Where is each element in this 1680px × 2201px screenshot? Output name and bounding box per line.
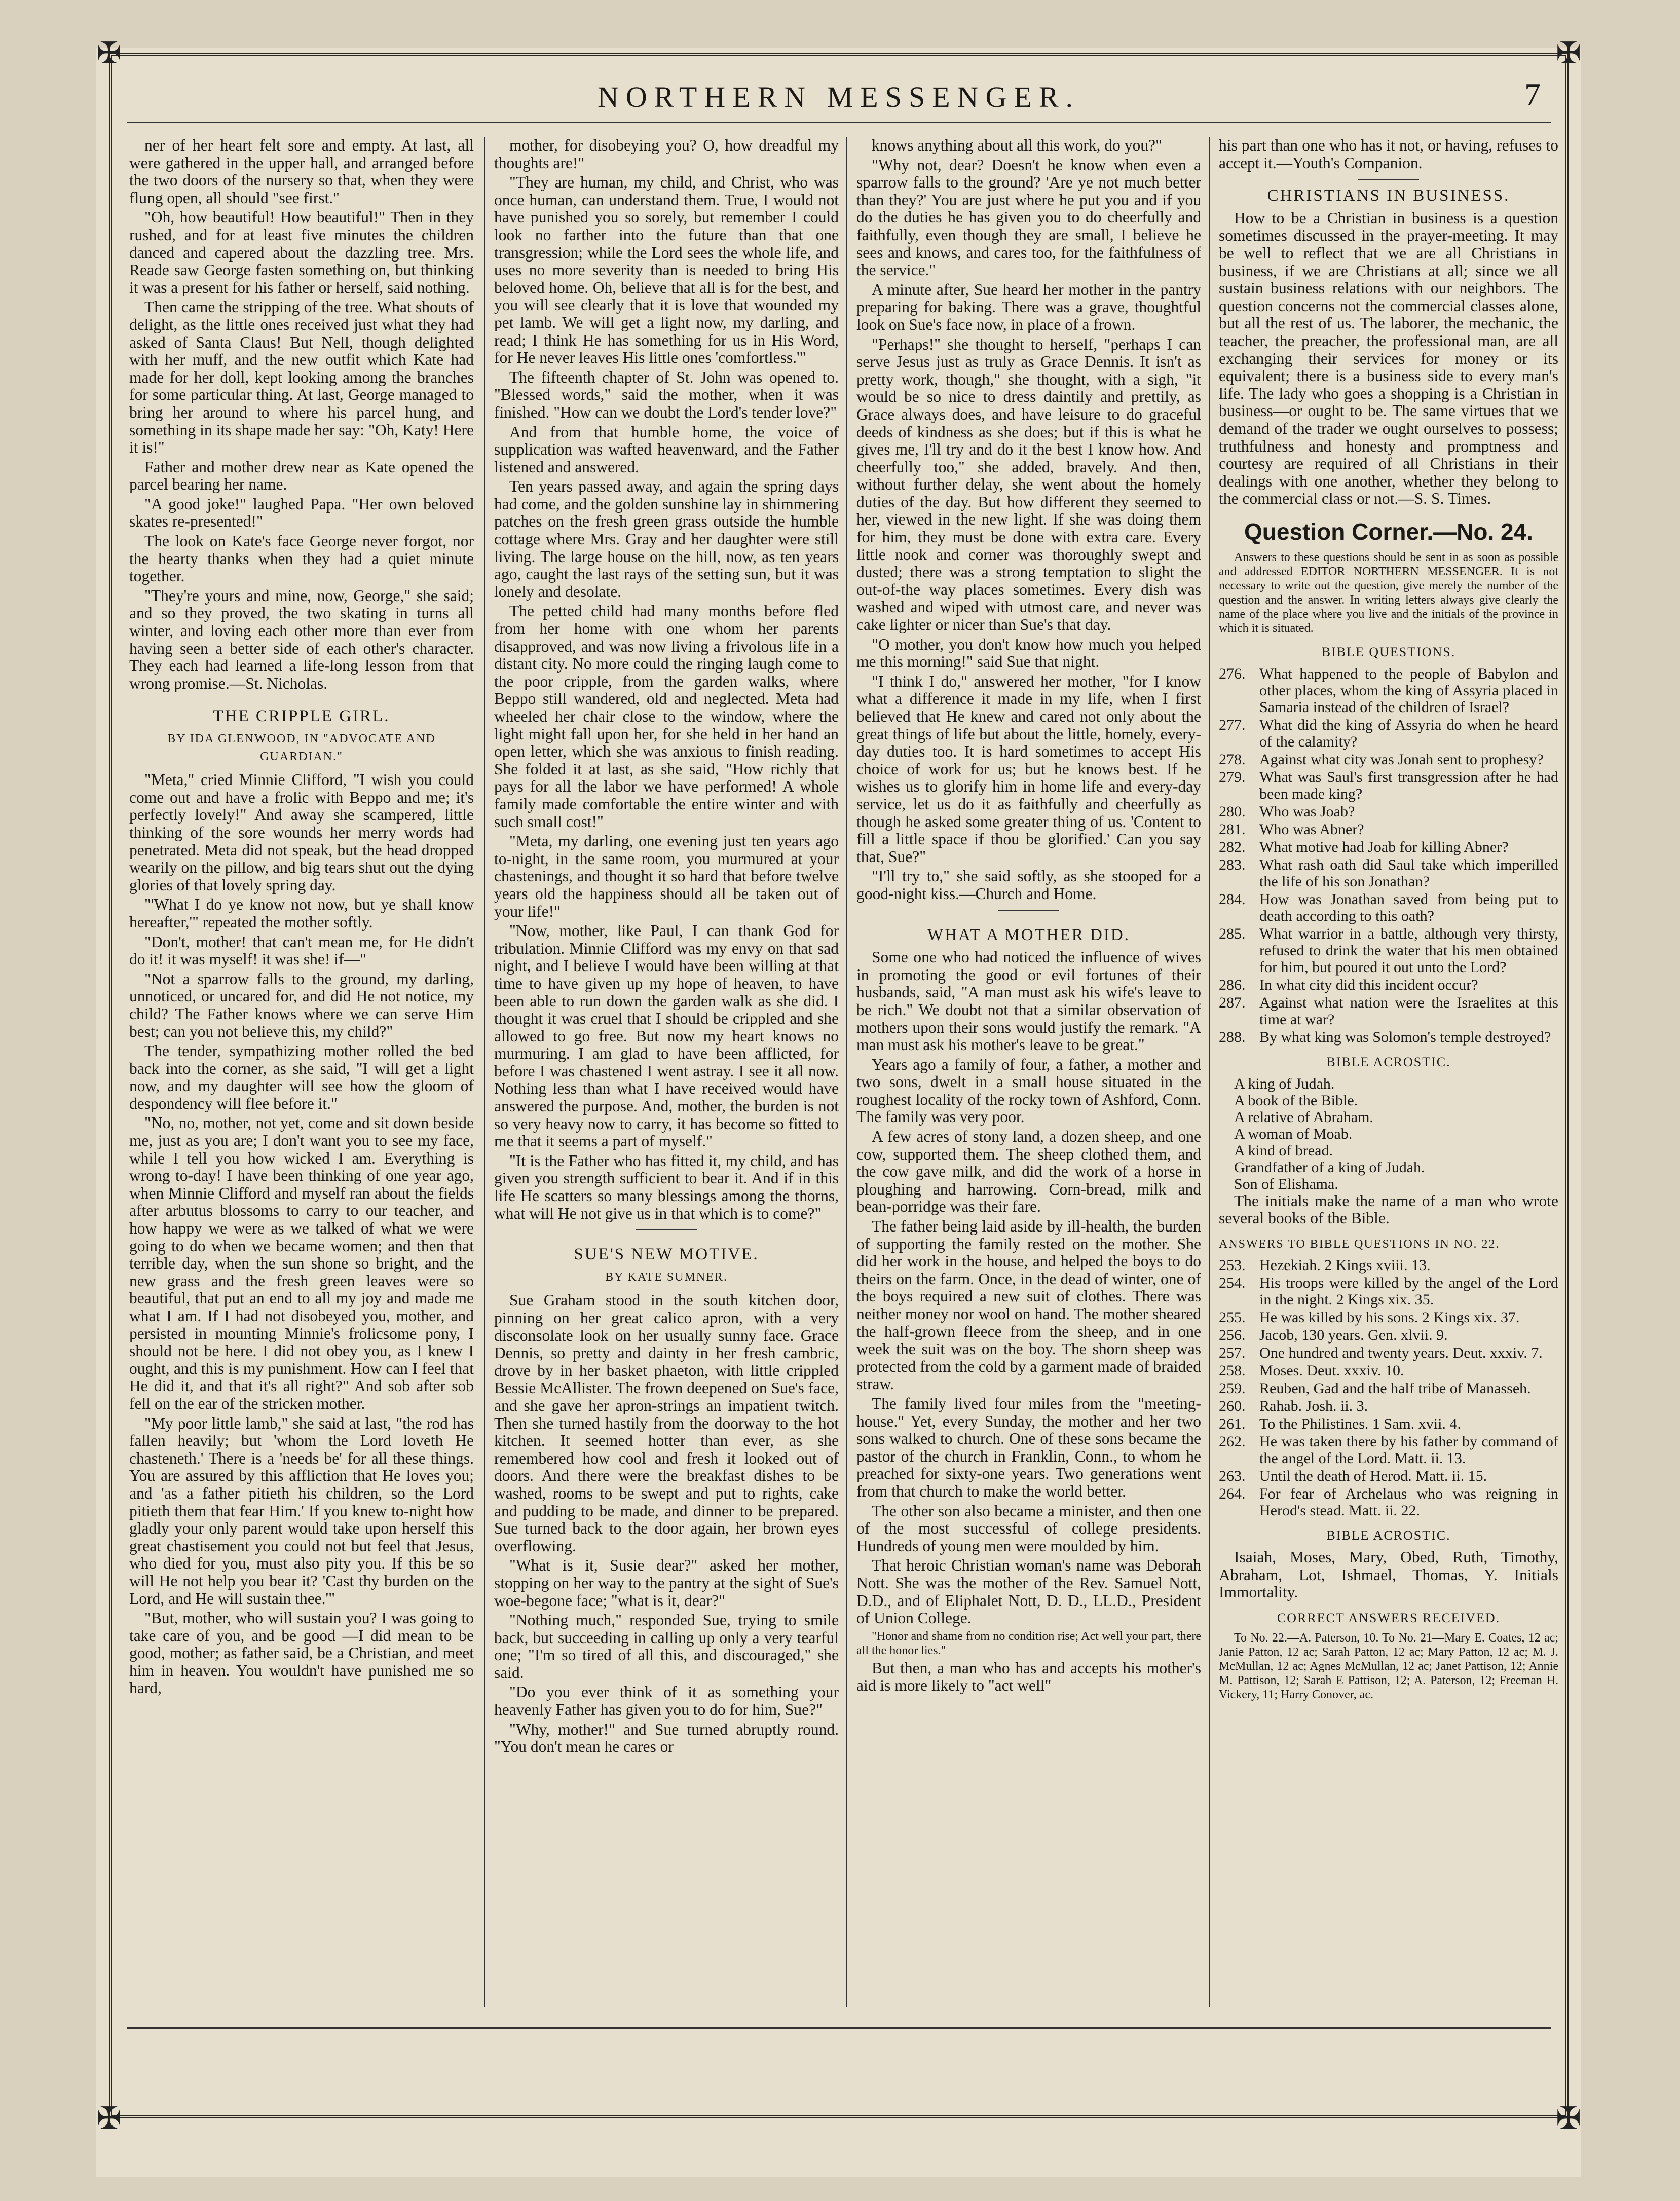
question-item: 286. In what city did this incident occur?	[1219, 977, 1478, 994]
column-rule	[846, 137, 847, 2007]
bible-questions-list	[1219, 665, 1558, 1046]
paragraph: How to be a Christian in business is a question sometimes discussed in the prayer-meeting. It may be well to reflect that we are all Christians in business, if we are Christians at all; since we all sustain business relations with our neighbors. The question concerns not the commercial classes alone, but all the rest of us. The laborer, the mechanic, the teacher, the preacher, the professional man, are all exchanging their services for money or its equivalent; there is a business side to every man's life. The lady who goes a shopping is a Christian in business—or ought to be. The same virtues that we demand of the trader we ought ourselves to possess; truthfulness and honesty and promptness and courtesy are required of all Christians in their dealings with one another, whether they belong to the commercial class or not.—S. S. Times.	[1219, 209, 1558, 508]
article-title: WHAT A MOTHER DID.	[927, 925, 1130, 944]
column-4	[1219, 137, 1558, 2012]
answer-item: 264. For fear of Archelaus who was reigning in Herod's stead. Matt. ii. 22.	[1219, 1485, 1558, 1519]
paragraph: his part than one who has it not, or having, refuses to accept it.—Youth's Companion.	[1219, 137, 1558, 172]
section-divider	[998, 910, 1059, 911]
list-item: A book of the Bible.	[1234, 1092, 1358, 1109]
answer-item: 259. Reuben, Gad and the half tribe of Manasseh.	[1219, 1380, 1531, 1397]
question-corner-title: Question Corner.—No. 24.	[1244, 518, 1533, 545]
question-item: 276. What happened to the people of Babylon and other places, whom the king of Assyria placed in Samaria instead of the children of Israel?	[1219, 665, 1558, 716]
list-item: A kind of bread.	[1234, 1142, 1333, 1159]
paragraph: That heroic Christian woman's name was Deborah Nott. She was the mother of the Rev. Samuel Nott, D.D., and of Eliphalet Nott, D. D., LL.D., President of Union College.	[856, 1556, 1201, 1627]
answer-item: 258. Moses. Deut. xxxiv. 10.	[1219, 1362, 1404, 1379]
paragraph: Sue Graham stood in the south kitchen door, pinning on her great calico apron, with a very disconsolate look on her usually sunny face. Grace Dennis, so pretty and dainty in her fresh cambric, drove by in her basket phaeton, with little crippled Bessie McAllister. The frown deepened on Sue's face, and she gave her apron-strings an impatient twitch. Then she turned hastily from the doorway to the hot kitchen. It seemed hotter than ever, as she remembered how cool and fresh it looked out of doors. And there were the breakfast dishes to be washed, rooms to be swept and put to rights, cake and pudding to be made, and dinner to be prepared. Sue turned back to the door again, her brown eyes overflowing.	[494, 1291, 839, 1555]
question-corner-note: Answers to these questions should be sent in as soon as possible and addressed EDITOR NORTHERN MESSENGER. It is not necessary to write out the question, give merely the number of the question and the answer. In writing letters always give clearly the name of the place where you live and the initials of the province in which it is situated.	[1219, 551, 1558, 636]
question-item: 280. Who was Joab?	[1219, 803, 1355, 820]
article-title: THE CRIPPLE GIRL.	[213, 707, 390, 726]
question-item: 285. What warrior in a battle, although very thirsty, refused to drink the water that his men obtained for him, but poured it out unto the Lord?	[1219, 925, 1558, 976]
paragraph: Isaiah, Moses, Mary, Obed, Ruth, Timothy, Abraham, Lot, Ishmael, Thomas, Y. Initials Immortality.	[1219, 1548, 1558, 1601]
question-item: 278. Against what city was Jonah sent to prophesy?	[1219, 751, 1544, 768]
paragraph: "Do you ever think of it as something your heavenly Father has given you to do for him, Sue?"	[494, 1683, 839, 1719]
list-item: A relative of Abraham.	[1234, 1108, 1373, 1126]
paragraph: A minute after, Sue heard her mother in the pantry preparing for baking. There was a grave, thoughtful look on Sue's face now, in place of a frown.	[856, 280, 1201, 333]
page-header	[127, 76, 1551, 123]
question-item: 281. Who was Abner?	[1219, 821, 1364, 838]
paragraph: The other son also became a minister, and then one of the most successful of college presidents. Hundreds of young men were moulded by him.	[856, 1502, 1201, 1555]
paragraph: The petted child had many months before fled from her home with one whom her parents disapproved, and was now living a frivolous life in a distant city. No more could the ringing laugh come to the poor cripple, from the garden walks, where Beppo still wandered, old and neglected. Meta had wheeled her chair close to the window, where the light might fall upon her, for she held in her hand an open letter, which she was anxious to finish reading. She folded it at last, as she said, "How richly that pays for all the labor we have performed! A whole family made comfortable the entire winter and with such small cost!"	[494, 602, 839, 831]
article-title: CHRISTIANS IN BUSINESS.	[1267, 186, 1510, 205]
paragraph: The family lived four miles from the "meeting-house." Yet, every Sunday, the mother and her two sons walked to church. One of these sons became the pastor of the church in Franklin, Conn., to whom he preached for sixty-one years. Two generations went from that church to make the world better.	[856, 1394, 1201, 1500]
paragraph: mother, for disobeying you? O, how dreadful my thoughts are!"	[494, 137, 839, 172]
list-item: Son of Elishama.	[1234, 1175, 1338, 1192]
paragraph: And from that humble home, the voice of supplication was wafted heavenward, and the Father listened and answered.	[494, 423, 839, 476]
paragraph: "But, mother, who will sustain you? I was going to take care of you, and be good —I did mean to be good, mother; as father said, be a Christian, and meet him in heaven. You wouldn't have punished me so hard,	[129, 1609, 474, 1697]
question-item: 277. What did the king of Assyria do when he heard of the calamity?	[1219, 717, 1558, 751]
paragraph: The fifteenth chapter of St. John was opened to. "Blessed words," said the mother, when it was finished. "How can we doubt the Lord's tender love?"	[494, 368, 839, 421]
paragraph: The initials make the name of a man who wrote several books of the Bible.	[1219, 1191, 1558, 1227]
section-divider	[1358, 179, 1419, 180]
masthead: NORTHERN MESSENGER.	[597, 81, 1080, 114]
paragraph: A few acres of stony land, a dozen sheep, and one cow, supported them. The sheep clothed them, and the cow gave milk, and did the work of a horse in ploughing and harrowing. Corn-bread, milk and bean-porridge was their fare.	[856, 1128, 1201, 1216]
corner-ornament-top-right: ✠	[1555, 35, 1582, 71]
list-item: Grandfather of a king of Judah.	[1234, 1159, 1425, 1176]
paragraph: "No, no, mother, not yet, come and sit down beside me, just as you are; I don't want you to see my face, while I tell you how wicked I am. Everything is wrong to-day! I have been thinking of one year ago, when Minnie Clifford and myself ran about the fields after arbutus blossoms to carry to our teacher, and how happy we were as we talked of what we were going to do when we became women; and then that terrible day, when the sun shone so bright, and the new grass and the fresh green leaves were so beautiful, that put an end to all my joy and made me what I am. If I had not disobeyed you, mother, and persisted in mounting Minnie's frolicsome pony, I should not be here. I did not obey you, as I knew I ought, and this is my punishment. How can I feel that He did it, and that it's all right?" And sob after sob fell on the ear of the stricken mother.	[129, 1114, 474, 1412]
corner-ornament-top-left: ✠	[96, 35, 122, 71]
paragraph: "Now, mother, like Paul, I can thank God for tribulation. Minnie Clifford was my envy on that sad night, and I believe I would have been willing at that time to have given up my hope of heaven, to have been able to run down the garden walk as she did. I thought it was cruel that I should be crippled and she allowed to go free. But now my heart knows no murmuring. I am glad to have been afflicted, for before I was chastened I went astray. I see it all now. Nothing less than what I have received would have answered the purpose. And, mother, the burden is not so very heavy now to carry, it has become so fitted to me that it seems a part of myself."	[494, 922, 839, 1150]
paragraph: "Why not, dear? Doesn't he know when even a sparrow falls to the ground? 'Are ye not much better than they?' You are just where he put you and if you do the duties he has given you to do cheerfully and faithfully, even though they are small, I believe he sees and knows, and cares too, for the faithfulness of the service."	[856, 156, 1201, 279]
corner-ornament-bottom-left: ✠	[96, 2101, 122, 2136]
paragraph: The look on Kate's face George never forgot, nor the hearty thanks when they had a quiet minute together.	[129, 532, 474, 585]
paragraph: Ten years passed away, and again the spring days had come, and the golden sunshine lay in shimmering patches on the fresh green grass outside the humble cottage where Mrs. Gray and her daughter were still living. The large house on the hill, now, as ten years ago, caught the last rays of the setting sun, but it was lonely and desolate.	[494, 477, 839, 601]
paragraph: "Meta," cried Minnie Clifford, "I wish you could come out and have a frolic with Beppo and me; it's perfectly lovely!" And away she scampered, little thinking of the sore wounds her merry words had penetrated. Meta did not speak, but the head dropped wearily on the pillow, and big tears shut out the dying glories of that lovely spring day.	[129, 771, 474, 894]
paragraph: But then, a man who has and accepts his mother's aid is more likely to "act well"	[856, 1659, 1201, 1695]
answer-item: 256. Jacob, 130 years. Gen. xlvii. 9.	[1219, 1327, 1448, 1344]
page-number: 7	[1524, 77, 1541, 113]
paragraph: "They're yours and mine, now, George," she said; and so they proved, the two skating in turns all winter, and loving each other more than ever from having seen a better side of each other's character. They each had learned a life-long lesson from that wrong promise.—St. Nicholas.	[129, 586, 474, 692]
paragraph: Then came the stripping of the tree. What shouts of delight, as the little ones received just what they had asked of Santa Claus! But Nell, though delighted with her muff, and the new outfit which Kate had made for her doll, kept looking among the branches for some particular thing. At last, George managed to bring her around to where his parcel hung, and something in its shape made her say: "Oh, Katy! Here it is!"	[129, 298, 474, 457]
article-title: SUE'S NEW MOTIVE.	[574, 1245, 759, 1264]
answer-item: 263. Until the death of Herod. Matt. ii. 15.	[1219, 1468, 1487, 1485]
question-item: 287. Against what nation were the Israelites at this time at war?	[1219, 994, 1558, 1028]
question-item: 279. What was Saul's first transgression after he had been made king?	[1219, 769, 1558, 803]
paragraph: ner of her heart felt sore and empty. At last, all were gathered in the upper hall, and arranged before the two doors of the nursery so that, when they were flung open, all should "see first."	[129, 137, 474, 207]
footer-rule	[127, 2027, 1551, 2029]
answer-item: 254. His troops were killed by the angel of the Lord in the night. 2 Kings xix. 35.	[1219, 1275, 1558, 1309]
answer-item: 260. Rahab. Josh. ii. 3.	[1219, 1398, 1368, 1415]
column-rule	[1209, 137, 1210, 2007]
question-item: 282. What motive had Joab for killing Abner?	[1219, 839, 1509, 856]
paragraph: Years ago a family of four, a father, a mother and two sons, dwelt in a small house situated in the roughest locality of the rocky town of Ashford, Conn. The family was very poor.	[856, 1055, 1201, 1126]
paragraph: The father being laid aside by ill-health, the burden of supporting the family rested on the mother. She did her work in the house, and helped the boys to do theirs on the farm. Once, in the dead of winter, one of the boys required a new suit of clothes. There was neither money nor wool on hand. The mother sheared the half-grown fleece from the sheep, and in one week the suit was on the boy. The shorn sheep was protected from the cold by a garment made of braided straw.	[856, 1217, 1201, 1393]
paragraph: "I'll try to," she said softly, as she stooped for a good-night kiss.—Church and Home.	[856, 867, 1201, 903]
section-heading: BIBLE ACROSTIC.	[1326, 1055, 1451, 1070]
paragraph: "Perhaps!" she thought to herself, "perhaps I can serve Jesus just as truly as Grace Dennis. It isn't as pretty work, though," she thought, with a sigh, "it would be so nice to dress daintily and prettily, as Grace always does, and have leisure to do graceful deeds of kindness as she does; but if this is what he gives me, I'll try and do it the best I know how. And cheerfully too," she added, bravely. And then, without further delay, she went about the homely duties of the day. But how different they seemed to her, viewed in the new light. If she was doing them for him, they must be done with extra care. Every little nook and corner was thoroughly swept and dusted; there was a strong temptation to slight the out-of-the way places sometimes. Every dish was washed and wiped with utmost care, and never was cake lighter or nicer than Sue's that day.	[856, 335, 1201, 634]
answer-item: 261. To the Philistines. 1 Sam. xvii. 4.	[1219, 1415, 1461, 1433]
column-1	[129, 137, 474, 2012]
paragraph: "They are human, my child, and Christ, who was once human, can understand them. True, I would not have punished you so sorely, but remember I could look no farther into the future than that one transgression; while the Lord sees the whole life, and uses no more severity than is needed to bring His beloved home. Oh, believe that all is for the best, and you will see clearly that it is love that wounded my pet lamb. We will get a light now, my darling, and read; I think He has something for us in His Word, for He never leaves His little ones 'comfortless.'"	[494, 173, 839, 367]
acrostic-list	[1219, 1075, 1558, 1192]
paragraph: "I think I do," answered her mother, "for I know what a difference it made in my life, when I first believed that He knew and cared not only about the great things of life but about the little, homely, every-day duties too. It is hard sometimes to accept His choice of work for us; but he knows best. If he wishes us to glorify him in home life and every-day service, let us do it as faithfully and cheerfully as though he asked some greater thing of us. 'Content to fill a little space if thou be glorified.' Can you say that, Sue?"	[856, 672, 1201, 866]
paragraph: "A good joke!" laughed Papa. "Her own beloved skates re-presented!"	[129, 495, 474, 531]
section-heading: ANSWERS TO BIBLE QUESTIONS IN NO. 22.	[1219, 1237, 1500, 1251]
article-byline: BY KATE SUMNER.	[605, 1270, 728, 1284]
paragraph: "Why, mother!" and Sue turned abruptly round. "You don't mean he cares or	[494, 1720, 839, 1756]
paragraph: The tender, sympathizing mother rolled the bed back into the corner, as she said, "I will get a light now, and my daughter will see how the gloom of despondency will flee before it."	[129, 1042, 474, 1112]
correct-answers-text: To No. 22.—A. Paterson, 10. To No. 21—Mary E. Coates, 12 ac; Janie Patton, 12 ac; Sarah Patton, 12 ac; Mary Patton, 12 ac; M. J. McMullan, 12 ac; Agnes McMullan, 12 ac; Janet Pattison, 12; Annie M. Pattison, 12; Sarah E Pattison, 12; A. Paterson, 12; Freeman H. Vickery, 11; Harry Conover, ac.	[1219, 1631, 1558, 1702]
paragraph: "O mother, you don't know how much you helped me this morning!" said Sue that night.	[856, 635, 1201, 671]
quotation: "Honor and shame from no condition rise; Act well your part, there all the honor lies."	[856, 1629, 1201, 1657]
paragraph: "'What I do ye know not now, but ye shall know hereafter,'" repeated the mother softly.	[129, 896, 474, 931]
section-heading: BIBLE ACROSTIC.	[1326, 1528, 1451, 1543]
paragraph: "Not a sparrow falls to the ground, my darling, unnoticed, or uncared for, and did He not notice, my child? The Father knows where we can serve Him best; can you not believe this, my child?"	[129, 969, 474, 1040]
answer-item: 255. He was killed by his sons. 2 Kings xix. 37.	[1219, 1309, 1520, 1326]
question-item: 284. How was Jonathan saved from being put to death according to this oath?	[1219, 891, 1558, 925]
question-item: 288. By what king was Solomon's temple destroyed?	[1219, 1029, 1551, 1046]
paragraph: "Oh, how beautiful! How beautiful!" Then in they rushed, and for at least five minutes the children danced and capered about the dazzling tree. Mrs. Reade saw George fasten something on, but thinking it was a present for his father or herself, said nothing.	[129, 208, 474, 296]
paragraph: "Don't, mother! that can't mean me, for He didn't do it! it was myself! it was she! if—"	[129, 932, 474, 968]
list-item: A woman of Moab.	[1234, 1125, 1353, 1142]
section-divider	[636, 1229, 697, 1230]
section-heading: CORRECT ANSWERS RECEIVED.	[1277, 1610, 1501, 1625]
column-2	[494, 137, 839, 2012]
section-heading: BIBLE QUESTIONS.	[1321, 645, 1456, 660]
paragraph: "Meta, my darling, one evening just ten years ago to-night, in the same room, you murmured at your chastenings, and thought it so hard that before twelve years old the happiness should all be taken out of your life!"	[494, 832, 839, 920]
answers-list	[1219, 1257, 1558, 1519]
paragraph: "What is it, Susie dear?" asked her mother, stopping on her way to the pantry at the sight of Sue's woe-begone face; "what is it, dear?"	[494, 1556, 839, 1610]
article-byline: BY IDA GLENWOOD, IN "ADVOCATE AND GUARDIAN."	[167, 732, 436, 763]
column-3	[856, 137, 1201, 2012]
paragraph: "Nothing much," responded Sue, trying to smile back, but succeeding in calling up only a very tearful one; "I'm so tired of all this, and discouraged," she said.	[494, 1611, 839, 1682]
answer-item: 253. Hezekiah. 2 Kings xviii. 13.	[1219, 1257, 1431, 1274]
question-item: 283. What rash oath did Saul take which imperilled the life of his son Jonathan?	[1219, 856, 1558, 890]
paragraph: "My poor little lamb," she said at last, "the rod has fallen heavily; but 'whom the Lord loveth He chasteneth.' There is a 'needs be' for all these things. You are assured by this affliction that He loves you; and 'as a father pitieth his children, so the Lord pitieth them that fear Him.' If you knew to-night how gladly your only parent would take upon herself this great chastisement you could not but feel that Jesus, who died for you, must also pity you. If this be so will He not help you bear it? 'Cast thy burden on the Lord, and He will sustain thee.'"	[129, 1414, 474, 1608]
paragraph: "It is the Father who has fitted it, my child, and has given you strength sufficient to bear it. And if in this life He scatters so many blessings among the thorns, what will He not give us in that which is to come?"	[494, 1151, 839, 1222]
paragraph: knows anything about all this work, do you?"	[872, 137, 1162, 154]
corner-ornament-bottom-right: ✠	[1555, 2101, 1582, 2136]
answer-item: 262. He was taken there by his father by command of the angel of the Lord. Matt. ii. 13.	[1219, 1433, 1558, 1467]
paragraph: Some one who had noticed the influence of wives in promoting the good or evil fortunes of their husbands, said, "A man must ask his wife's leave to be rich." We doubt not that a similar observation of mothers upon their sons would justify the remark. "A man must ask his mother's leave to be great."	[856, 948, 1201, 1054]
list-item: A king of Judah.	[1234, 1075, 1335, 1092]
paragraph: Father and mother drew near as Kate opened the parcel bearing her name.	[129, 458, 474, 494]
column-rule	[484, 137, 485, 2007]
answer-item: 257. One hundred and twenty years. Deut. xxxiv. 7.	[1219, 1345, 1543, 1362]
